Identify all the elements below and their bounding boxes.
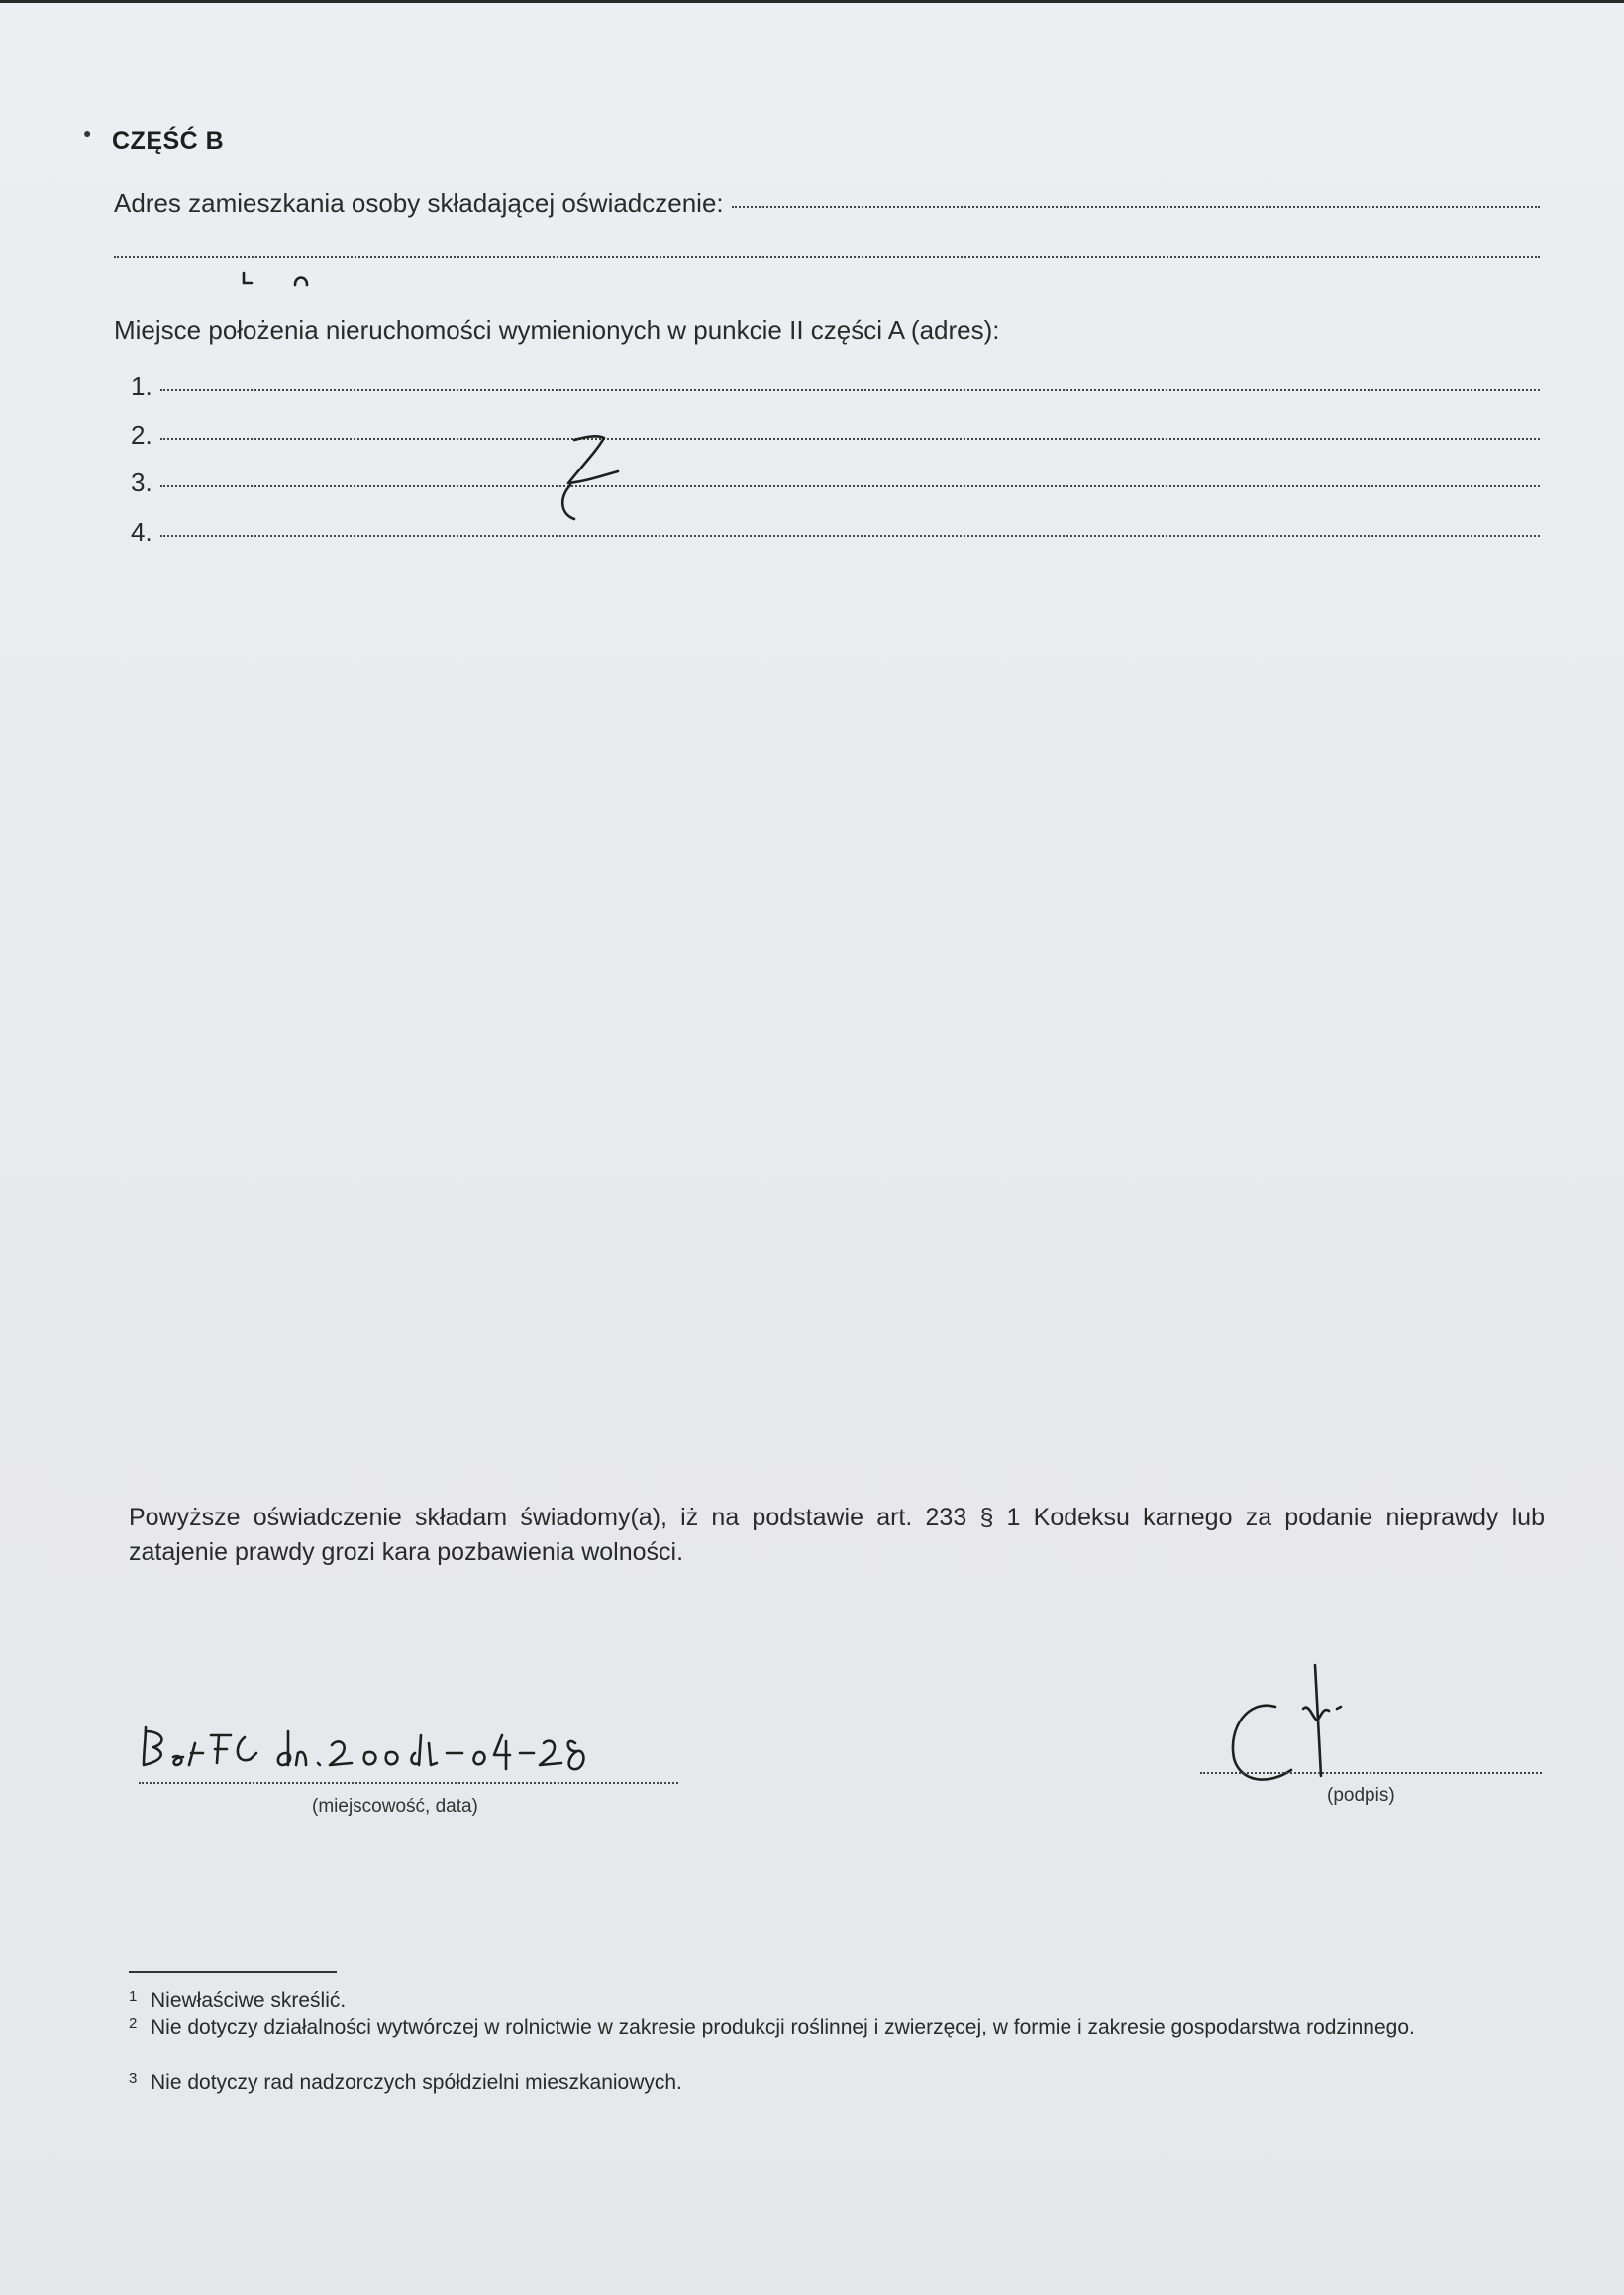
signature-caption: (podpis) [1327, 1785, 1395, 1806]
address-label: Adres zamieszkania osoby składającej oświadczenie: [114, 188, 724, 218]
footnote-text: Nie dotyczy rad nadzorczych spółdzielni mieszkaniowych. [151, 2071, 682, 2094]
footnote-number: 3 [129, 2070, 138, 2087]
handwritten-place-date [134, 1714, 599, 1783]
handwritten-mark [238, 265, 317, 291]
property-item-4 [131, 517, 1540, 548]
footnote-3 [129, 2069, 1555, 2096]
footnote-rule [129, 1971, 337, 1973]
item-number: 1. [131, 371, 152, 401]
handwritten-signature [1218, 1659, 1367, 1798]
footnote-1 [129, 1987, 1555, 2014]
property-item-3 [131, 468, 1540, 498]
footnote-number: 1 [129, 1988, 138, 2005]
property-label-row [114, 315, 1000, 346]
statement-text: Powyższe oświadczenie składam świadomy(a), iż na podstawie art. 233 § 1 Kodeksu karnego za podanie nieprawdy lub zatajenie prawdy grozi kara pozbawienia wolności. [129, 1504, 1545, 1566]
place-date-caption: (miejscowość, data) [312, 1796, 478, 1817]
property-item-4-field[interactable] [160, 535, 1540, 537]
section-heading: CZĘŚĆ B [112, 127, 225, 155]
handwritten-strike-mark [535, 426, 654, 535]
address-field-line-2[interactable] [114, 256, 1540, 258]
address-row [114, 188, 1540, 219]
property-item-3-field[interactable] [160, 485, 1540, 487]
page-top-edge [0, 0, 1624, 3]
footnote-text: Nie dotyczy działalności wytwórczej w rolnictwie w zakresie produkcji roślinnej i zwierzęcej, w formie i zakresie gospodarstwa rodzinnego. [151, 2016, 1415, 2038]
footnote-text: Niewłaściwe skreślić. [151, 1989, 347, 2012]
property-item-1-field[interactable] [160, 389, 1540, 391]
item-number: 2. [131, 420, 152, 450]
property-item-2 [131, 420, 1540, 451]
item-number: 4. [131, 517, 152, 547]
property-item-2-field[interactable] [160, 438, 1540, 440]
item-number: 3. [131, 468, 152, 497]
footnote-number: 2 [129, 2015, 138, 2032]
property-label: Miejsce położenia nieruchomości wymienionych w punkcie II części A (adres): [114, 315, 1000, 345]
place-date-line [139, 1782, 678, 1784]
footnote-2 [129, 2014, 1555, 2040]
address-field[interactable] [732, 206, 1540, 208]
bullet-mark: ● [83, 125, 92, 141]
signature-line [1200, 1772, 1542, 1774]
property-item-1 [131, 371, 1540, 402]
